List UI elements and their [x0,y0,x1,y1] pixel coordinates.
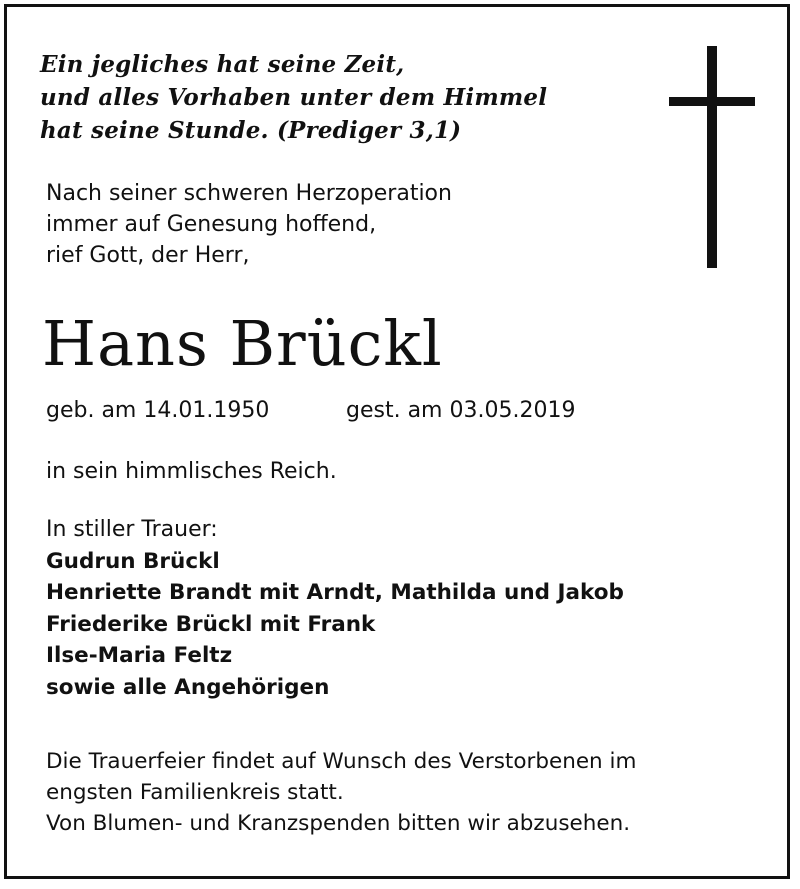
cross-vertical-bar [707,46,717,268]
funeral-notice-text [46,746,636,839]
mourner-name: Friederike Brückl mit Frank [46,611,376,637]
death-date: gest. am 03.05.2019 [346,398,576,423]
verse-line-3: hat seine Stunde. (Prediger 3,1) [40,117,462,144]
closing-line: in sein himmlisches Reich. [46,459,337,484]
cross-icon [669,46,755,268]
mourners-list [46,514,624,703]
intro-line-3: rief Gott, der Herr, [46,243,250,268]
footer-line-1: Die Trauerfeier findet auf Wunsch des Verstorbenen im [46,749,637,774]
verse-line-1: Ein jegliches hat seine Zeit, [40,51,405,78]
bible-verse [40,48,547,147]
deceased-name: Hans Brückl [42,307,443,380]
mourners-heading: In stiller Trauer: [46,517,218,542]
mourner-name: Henriette Brandt mit Arndt, Mathilda und Jakob [46,580,624,605]
mourner-name: sowie alle Angehörigen [46,674,330,700]
intro-line-1: Nach seiner schweren Herzoperation [46,181,452,206]
verse-line-2: und alles Vorhaben unter dem Himmel [40,84,548,111]
intro-line-2: immer auf Genesung hoffend, [46,212,377,237]
cross-horizontal-bar [669,97,755,106]
mourner-name: Gudrun Brückl [46,548,220,574]
mourner-name: Ilse-Maria Feltz [46,643,233,668]
footer-line-2: engsten Familienkreis statt. [46,780,344,805]
intro-text [46,178,452,271]
birth-date: geb. am 14.01.1950 [46,398,270,423]
footer-line-3: Von Blumen- und Kranzspenden bitten wir abzusehen. [46,811,631,836]
